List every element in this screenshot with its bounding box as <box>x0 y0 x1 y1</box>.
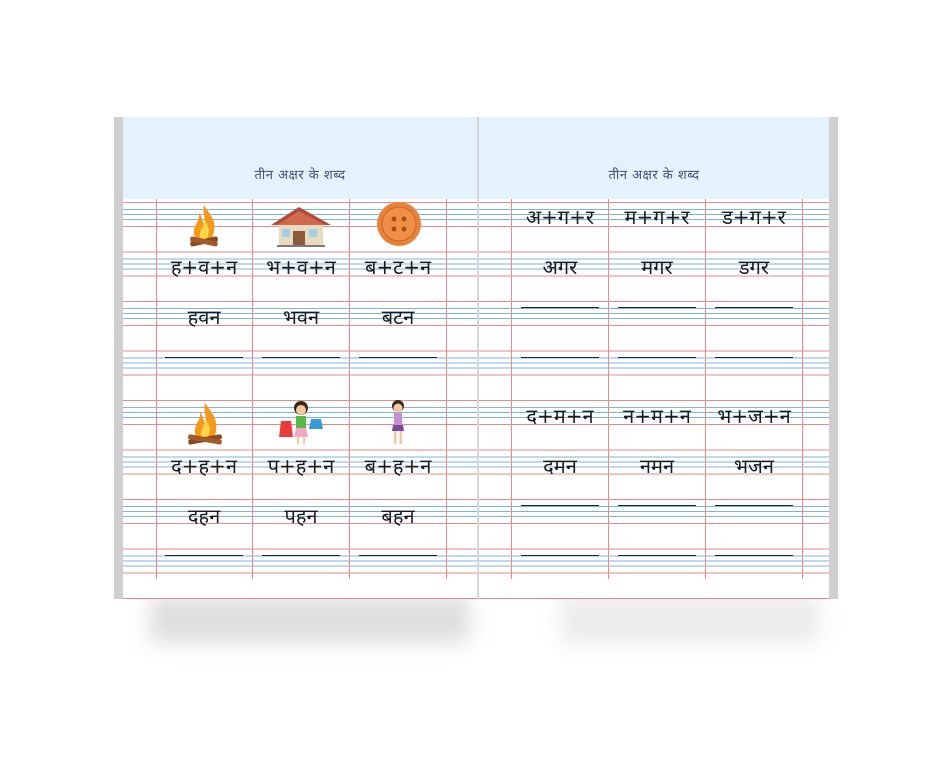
right-page <box>479 117 829 599</box>
grid-line <box>446 199 447 579</box>
split-word: द+म+न <box>526 404 594 428</box>
split-word: ह+व+न <box>170 255 238 279</box>
writing-blank <box>715 307 793 308</box>
left-page-header <box>123 117 477 199</box>
left-page <box>123 117 477 599</box>
split-word: ड+ग+र <box>722 205 786 229</box>
right-page-title: तीन अक्षर के शब्द <box>608 168 700 183</box>
house-icon <box>269 203 333 247</box>
word: नमन <box>639 454 675 478</box>
writing-blank <box>165 357 243 358</box>
writing-blank <box>521 555 599 556</box>
word: भजन <box>734 454 774 478</box>
writing-blank <box>715 505 793 506</box>
word: दहन <box>187 504 221 528</box>
writing-blank <box>618 505 696 506</box>
word: मगर <box>641 255 673 279</box>
word: डगर <box>738 255 770 279</box>
writing-blank <box>521 505 599 506</box>
right-page-header <box>479 117 829 199</box>
writing-blank <box>521 357 599 358</box>
book-shadow <box>560 595 820 643</box>
split-word: अ+ग+र <box>525 205 595 229</box>
writing-blank <box>359 357 437 358</box>
split-word: ब+ट+न <box>364 255 432 279</box>
book-shadow <box>150 595 470 643</box>
split-word: म+ग+र <box>624 205 690 229</box>
word: पहन <box>284 504 318 528</box>
writing-blank <box>618 307 696 308</box>
bonfire-icon <box>185 401 225 445</box>
writing-blank <box>165 555 243 556</box>
girl-with-clothes-icon <box>279 399 323 445</box>
split-word: भ+व+न <box>266 255 336 279</box>
writing-blank <box>521 307 599 308</box>
split-word: भ+ज+न <box>717 404 791 428</box>
button-icon <box>376 201 422 247</box>
writing-blank <box>618 555 696 556</box>
split-word: द+ह+न <box>171 454 237 478</box>
word: दमन <box>543 454 577 478</box>
word: बटन <box>381 305 415 329</box>
writing-blank <box>262 357 340 358</box>
word: भवन <box>282 305 320 329</box>
word: बहन <box>381 504 415 528</box>
writing-blank <box>618 357 696 358</box>
split-word: प+ह+न <box>267 454 335 478</box>
writing-blank <box>359 555 437 556</box>
girl-icon <box>388 399 408 447</box>
grid-line <box>802 199 803 579</box>
book-edge-right <box>829 117 838 599</box>
writing-blank <box>262 555 340 556</box>
word: अगर <box>542 255 578 279</box>
word: हवन <box>187 305 221 329</box>
left-page-title: तीन अक्षर के शब्द <box>254 168 346 183</box>
book-edge-left <box>114 117 123 599</box>
writing-blank <box>715 357 793 358</box>
writing-blank <box>715 555 793 556</box>
split-word: ब+ह+न <box>364 454 432 478</box>
split-word: न+म+न <box>623 404 691 428</box>
fire-icon <box>186 203 222 247</box>
